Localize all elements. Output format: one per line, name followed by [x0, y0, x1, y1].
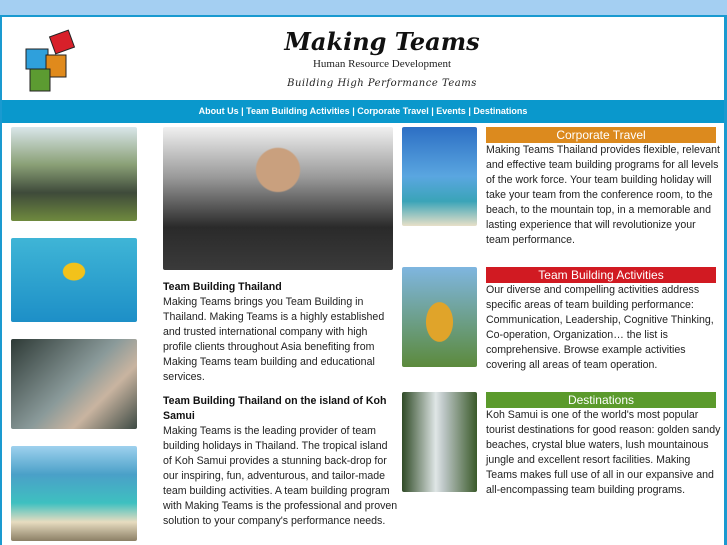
top-bar: [0, 0, 727, 17]
corporate-travel-body: Making Teams Thailand provides flexible, relevant and effective team building programs for all levels of the work force. Your team building holiday will take your team from the conference room, to the beach, to the mountain top, in a memorable and lasting experience that will revolutionize your team performance.: [486, 144, 720, 246]
nav-events[interactable]: Events: [436, 106, 466, 116]
nav-separator: |: [428, 106, 437, 116]
section-body: Making Teams brings you Team Building in Thailand. Making Teams is a highly established and trusted international company with high profile clients throughout Asia benefiting from Making Teams team building and educational services.: [163, 296, 385, 383]
kayak-photo[interactable]: [11, 238, 137, 322]
nav-separator: |: [465, 106, 474, 116]
section-team-building-thailand: [163, 280, 398, 385]
nav-about-us[interactable]: About Us: [198, 106, 239, 116]
nav-separator: |: [349, 106, 358, 116]
team-building-activities-body: Our diverse and compelling activities address specific areas of team building performance: Communication, Leadership, Cognitive Thinking, Co-operation, Organization… the list is comprehensive. Browse example activities covering all areas of team operation.: [486, 284, 714, 371]
nav-corporate-travel[interactable]: Corporate Travel: [357, 106, 429, 116]
waterfall-photo[interactable]: [402, 392, 477, 492]
site-subtitle: Human Resource Development: [312, 58, 452, 70]
palm-beach-photo[interactable]: [402, 127, 477, 226]
nav-team-building-activities[interactable]: Team Building Activities: [246, 106, 350, 116]
section-heading: Team Building Thailand on the island of Koh Samui: [163, 395, 387, 422]
main-nav: [2, 100, 724, 123]
corporate-travel-heading[interactable]: Corporate Travel: [486, 127, 716, 143]
site-tagline: Building High Performance Teams: [287, 78, 477, 89]
team-hands-photo[interactable]: [163, 127, 393, 270]
destinations-body: Koh Samui is one of the world's most popular tourist destinations for good reason: golden sandy beaches, crystal blue waters, lush mountainous jungle and excellent resort facilities. Making Teams makes full use of all in our expansive and all-encompassing team building programs.: [486, 409, 721, 496]
section-body: Making Teams is the leading provider of team building holidays in Thailand. The tropical island of Koh Samui provides a stunning back-drop for our inspiring, fun, adventurous, and tailor-made team building activities. A team building program with Making Teams is the professional and proven solution to your company's performance needs.: [163, 425, 398, 527]
nav-destinations[interactable]: Destinations: [473, 106, 528, 116]
buddha-statue-photo[interactable]: [402, 267, 477, 367]
site-header: [2, 19, 724, 100]
waterfall-group-photo[interactable]: [11, 339, 137, 429]
beach-island-photo[interactable]: [11, 446, 137, 541]
destinations-heading[interactable]: Destinations: [486, 392, 716, 408]
nav-separator: |: [238, 106, 247, 116]
section-koh-samui: [163, 394, 398, 529]
jeep-safari-photo[interactable]: [11, 127, 137, 221]
section-heading: Team Building Thailand: [163, 281, 282, 293]
team-building-activities-heading[interactable]: Team Building Activities: [486, 267, 716, 283]
site-title: Making Teams: [284, 27, 480, 56]
puzzle-logo-icon[interactable]: [22, 27, 84, 95]
